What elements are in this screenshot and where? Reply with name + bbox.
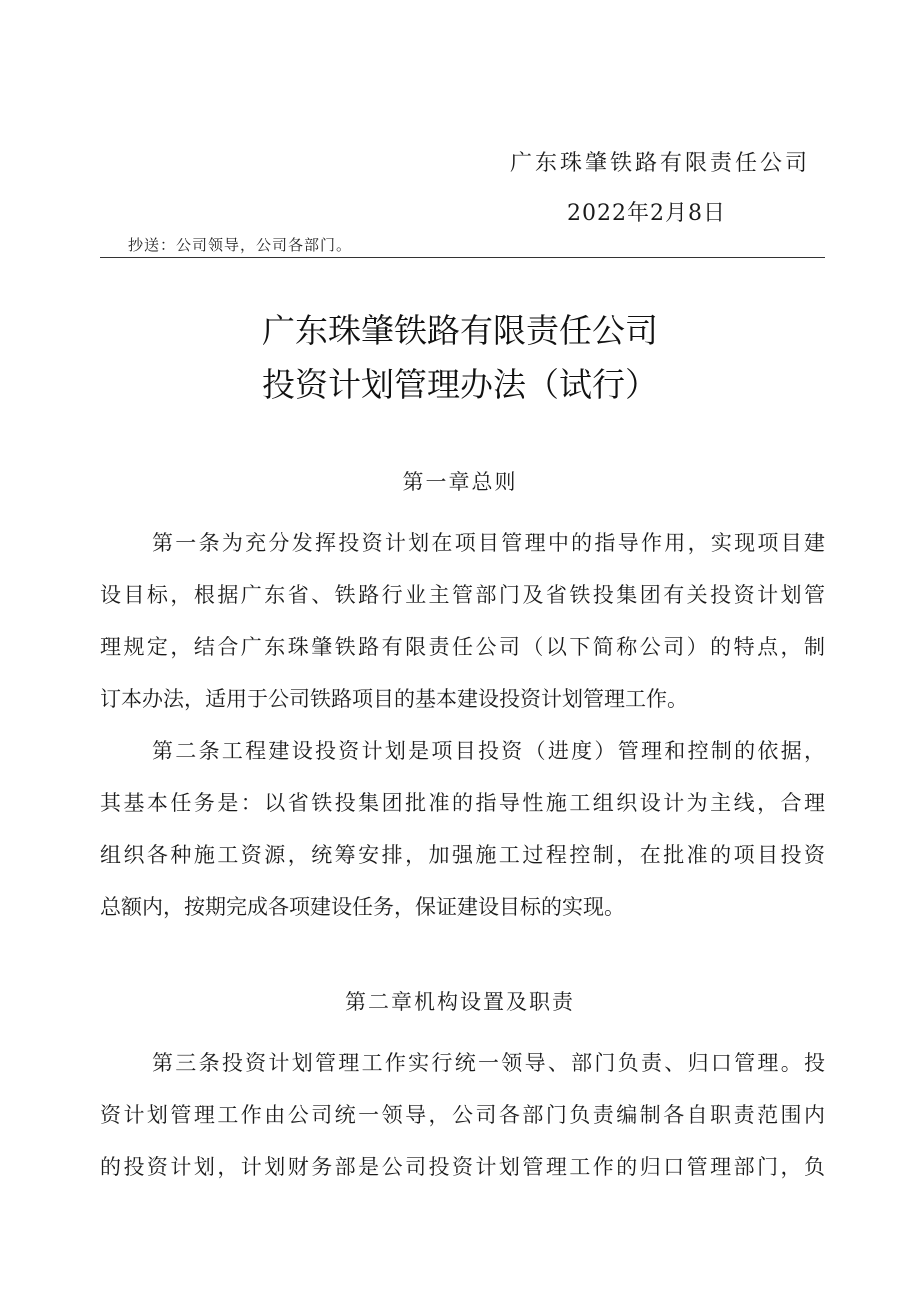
issue-date: 2022年2月8日 [567, 201, 726, 226]
article-3 [100, 1037, 825, 1193]
document-title-line1: 广东珠肇铁路有限责任公司 [262, 311, 658, 350]
document-title-line2: 投资计划管理办法（试行） [262, 365, 658, 404]
article-3-line: 的投资计划，计划财务部是公司投资计划管理工作的归口管理部门，负 [100, 1155, 825, 1179]
cc-divider [100, 257, 825, 258]
article-2-line: 组织各种施工资源，统筹安排，加强施工过程控制，在批准的项目投资 [100, 843, 825, 867]
article-3-line: 资计划管理工作由公司统一领导，公司各部门负责编制各自职责范围内 [100, 1103, 825, 1127]
chapter-1-heading: 第一章总则 [402, 470, 518, 494]
article-1 [100, 517, 825, 725]
chapter-2-heading: 第二章机构设置及职责 [345, 990, 575, 1014]
issuer-name: 广东珠肇铁路有限责任公司 [509, 151, 810, 176]
article-2-line: 总额内，按期完成各项建设任务，保证建设目标的实现。 [100, 895, 625, 919]
article-1-line: 理规定，结合广东珠肇铁路有限责任公司（以下简称公司）的特点，制 [100, 635, 825, 659]
cc-line: 抄送：公司领导，公司各部门。 [128, 236, 353, 254]
article-1-line: 第一条为充分发挥投资计划在项目管理中的指导作用，实现项目建 [152, 531, 825, 555]
article-1-line: 设目标，根据广东省、铁路行业主管部门及省铁投集团有关投资计划管 [100, 583, 825, 607]
article-3-line: 第三条投资计划管理工作实行统一领导、部门负责、归口管理。投 [152, 1051, 825, 1075]
article-1-line: 订本办法，适用于公司铁路项目的基本建设投资计划管理工作。 [100, 687, 688, 711]
article-2 [100, 725, 825, 933]
article-2-line: 其基本任务是：以省铁投集团批准的指导性施工组织设计为主线，合理 [100, 791, 825, 815]
article-2-line: 第二条工程建设投资计划是项目投资（进度）管理和控制的依据， [152, 739, 825, 763]
